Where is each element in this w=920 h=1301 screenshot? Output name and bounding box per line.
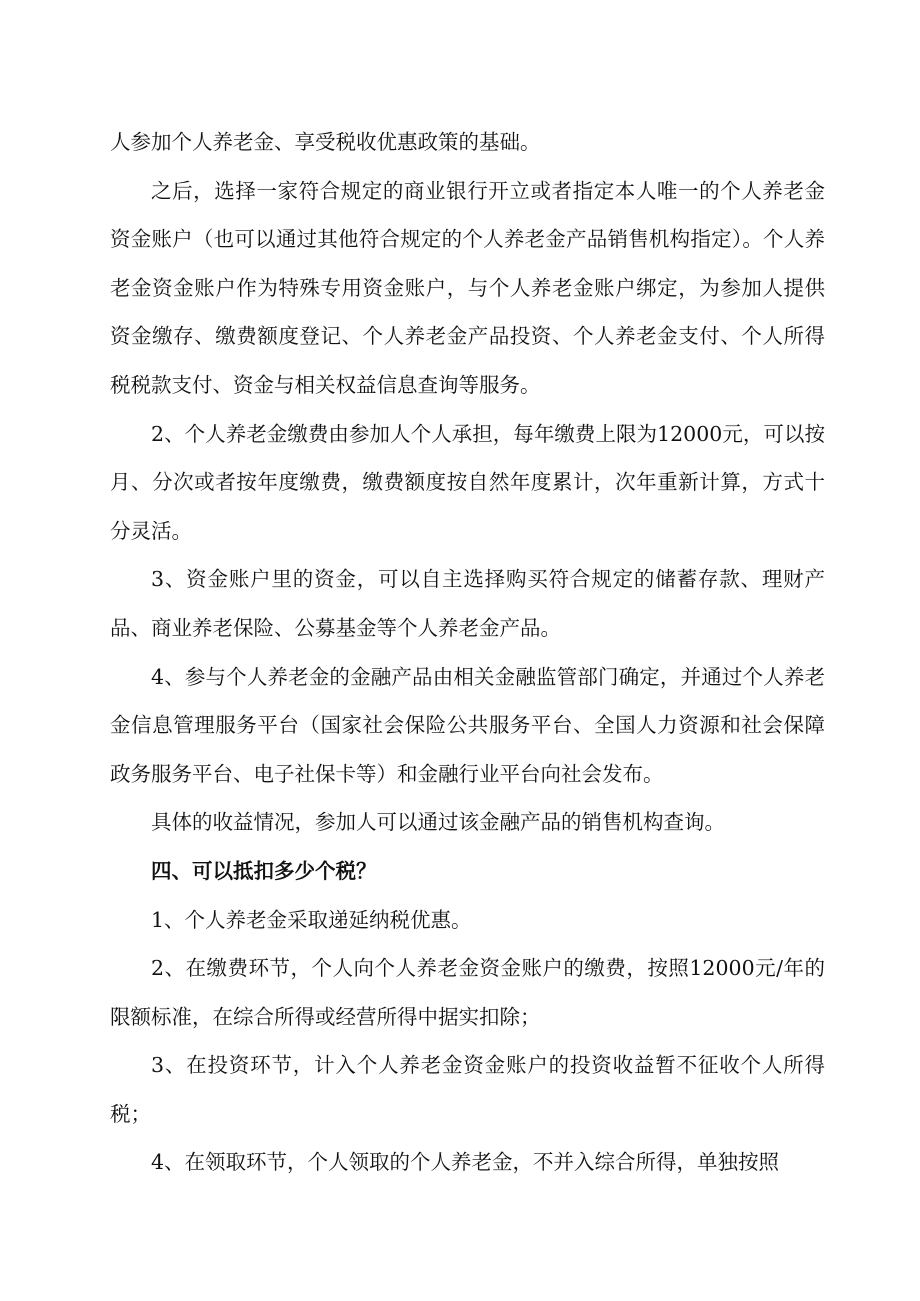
paragraph-8: 1、个人养老金采取递延纳税优惠。 (151, 907, 472, 932)
paragraph-5: 4、参与个人养老金的金融产品由相关金融监管部门确定，并通过个人养老金信息管理服务平台（国家社会保险公共服务平台、全国人力资源和社会保障政务服务平台、电子社保卡等）和金融行业平台向社会发布。 (110, 664, 825, 786)
section-heading: 四、可以抵扣多少个税？ (151, 858, 377, 883)
paragraph-3: 2、个人养老金缴费由参加人个人承担，每年缴费上限为12000元，可以按月、分次或者按年度缴费，缴费额度按自然年度累计，次年重新计算，方式十分灵活。 (110, 421, 825, 543)
paragraph-10: 3、在投资环节，计入个人养老金资金账户的投资收益暂不征收个人所得税； (110, 1053, 825, 1126)
paragraph-4: 3、资金账户里的资金，可以自主选择购买符合规定的储蓄存款、理财产品、商业养老保险、公募基金等个人养老金产品。 (110, 567, 825, 640)
paragraph-9: 2、在缴费环节，个人向个人养老金资金账户的缴费，按照12000元/年的限额标准，在综合所得或经营所得中据实扣除； (110, 956, 825, 1029)
paragraph-1: 人参加个人养老金、享受税收优惠政策的基础。 (110, 130, 541, 154)
document-body (110, 118, 825, 1187)
paragraph-6: 具体的收益情况，参加人可以通过该金融产品的销售机构查询。 (151, 810, 725, 835)
paragraph-11: 4、在领取环节，个人领取的个人养老金，不并入综合所得，单独按照 (151, 1150, 780, 1175)
paragraph-2: 之后，选择一家符合规定的商业银行开立或者指定本人唯一的个人养老金资金账户（也可以通过其他符合规定的个人养老金产品销售机构指定）。个人养老金资金账户作为特殊专用资金账户，与个人养老金账户绑定，为参加人提供资金缴存、缴费额度登记、个人养老金产品投资、个人养老金支付、个人所得税税款支付、资金与相关权益信息查询等服务。 (110, 178, 825, 397)
